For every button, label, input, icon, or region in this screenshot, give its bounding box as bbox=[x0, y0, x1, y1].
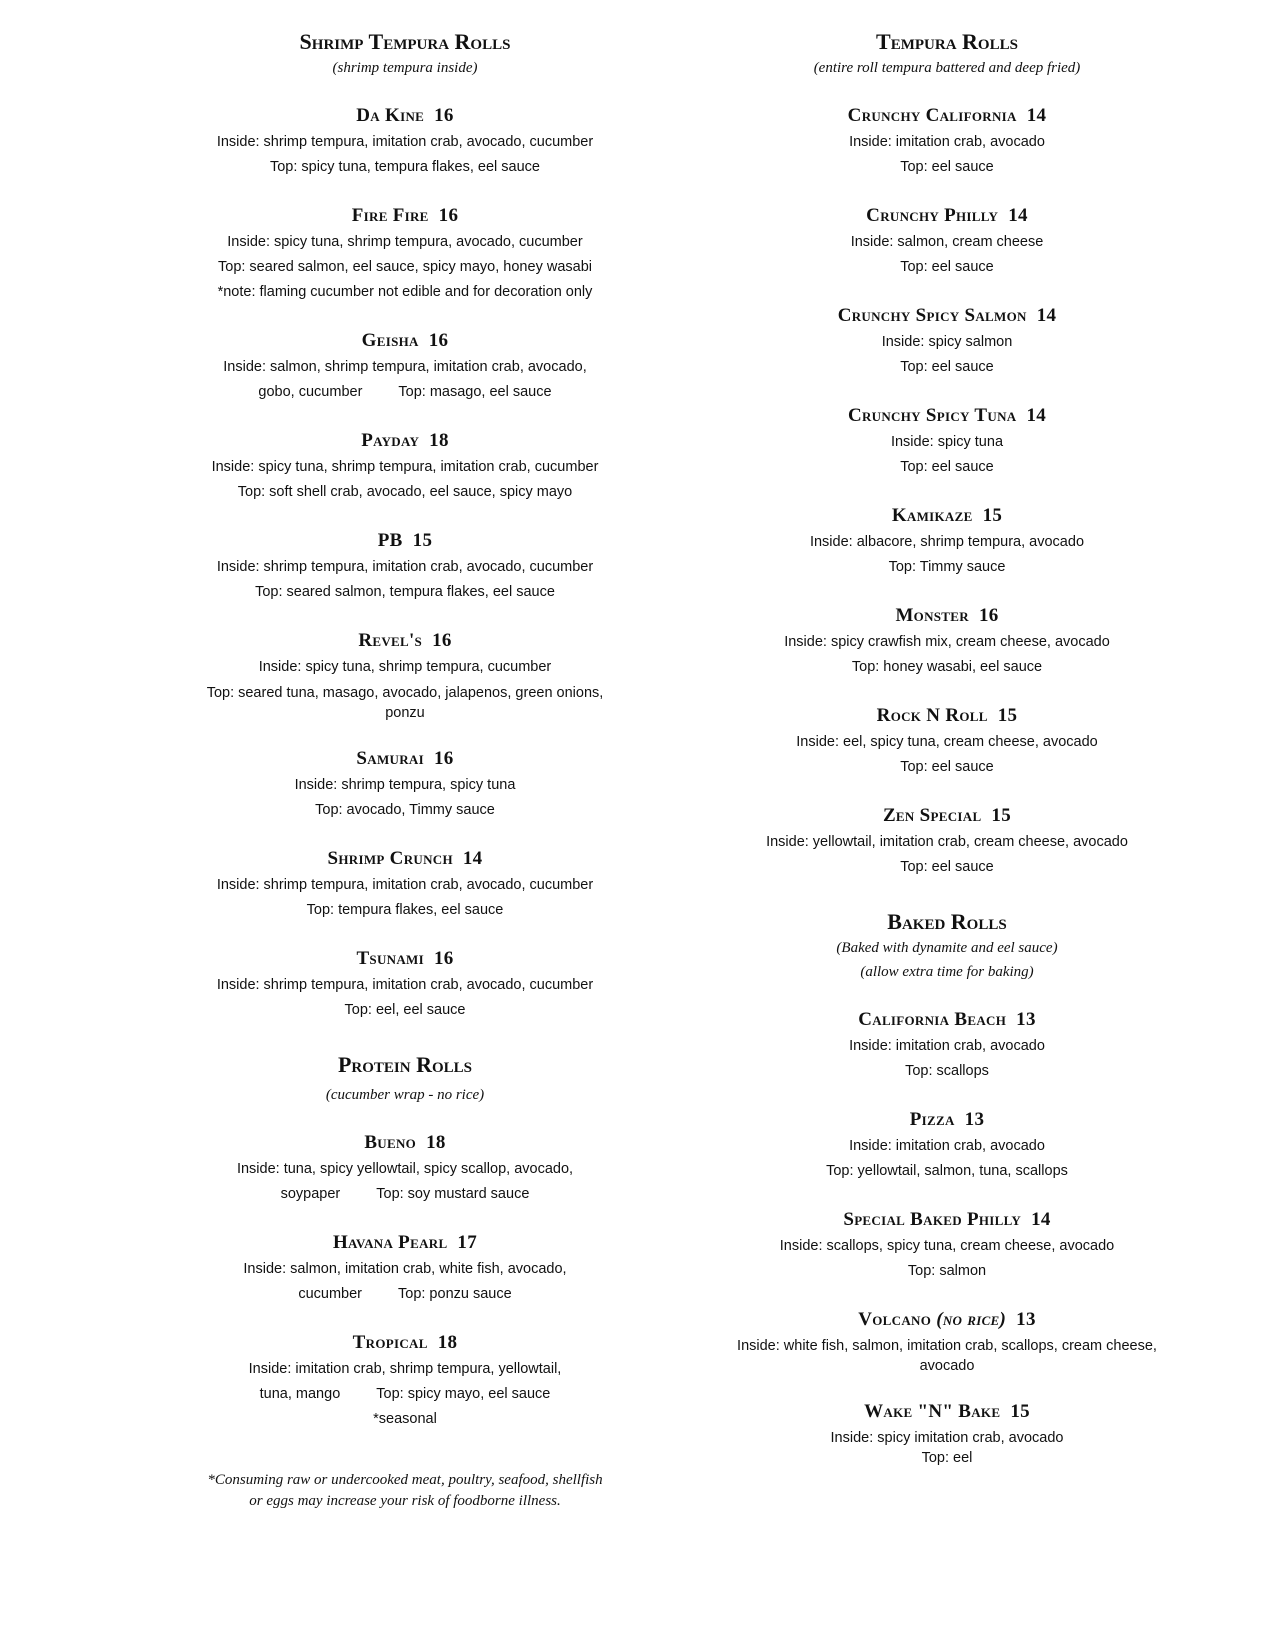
item-inside: Inside: spicy crawfish mix, cream cheese, avocado bbox=[784, 634, 1110, 650]
section-subtitle: (Baked with dynamite and eel sauce) bbox=[836, 940, 1058, 956]
item-price: 14 bbox=[1036, 305, 1057, 326]
item-top: Top: eel sauce bbox=[900, 459, 994, 475]
item-top: Top: spicy tuna, tempura flakes, eel sauce bbox=[269, 159, 540, 175]
section-subtitle: (cucumber wrap - no rice) bbox=[325, 1087, 485, 1103]
item-price: 16 bbox=[433, 748, 454, 769]
section-tempura-rolls bbox=[737, 28, 1157, 880]
item-top: Top: salmon bbox=[907, 1263, 987, 1279]
item-top: Top: seared salmon, tempura flakes, eel sauce bbox=[255, 584, 555, 600]
item-inside: Inside: yellowtail, imitation crab, cream cheese, avocado bbox=[766, 834, 1128, 850]
item-inside-cont: gobo, cucumber bbox=[258, 384, 363, 400]
item-price: 15 bbox=[991, 805, 1012, 826]
item-top: Top: yellowtail, salmon, tuna, scallops bbox=[826, 1163, 1068, 1179]
item-title bbox=[737, 802, 1157, 830]
menu-item-crunchy-spicy-salmon bbox=[737, 302, 1157, 380]
menu-item-pizza bbox=[737, 1106, 1157, 1184]
item-name: Rock N Roll bbox=[876, 705, 988, 726]
item-top: Top: eel sauce bbox=[900, 859, 994, 875]
item-title bbox=[200, 1229, 610, 1257]
menu-item-havana-pearl bbox=[200, 1229, 610, 1307]
menu-item-california-beach bbox=[737, 1006, 1157, 1084]
item-title bbox=[200, 327, 610, 355]
item-price: 16 bbox=[432, 630, 452, 651]
item-price: 15 bbox=[982, 505, 1003, 526]
section-title: Shrimp Tempura Rolls bbox=[299, 29, 511, 54]
item-inside: Inside: spicy imitation crab, avocado bbox=[830, 1430, 1064, 1446]
item-inside: Inside: scallops, spicy tuna, cream cheese, avocado bbox=[779, 1238, 1115, 1254]
section-subtitle: (shrimp tempura inside) bbox=[332, 60, 478, 76]
item-top: Top: eel bbox=[921, 1450, 973, 1466]
menu-item-payday bbox=[200, 427, 610, 505]
item-inside: Inside: shrimp tempura, imitation crab, avocado, cucumber bbox=[216, 559, 594, 575]
item-title bbox=[737, 702, 1157, 730]
item-name: Pizza bbox=[909, 1109, 955, 1130]
right-column bbox=[737, 28, 1157, 1468]
item-top: Top: eel sauce bbox=[900, 259, 994, 275]
item-top: Top: tempura flakes, eel sauce bbox=[306, 902, 504, 918]
menu-item-crunchy-spicy-tuna bbox=[737, 402, 1157, 480]
item-price: 14 bbox=[1026, 105, 1047, 126]
item-title bbox=[200, 845, 610, 873]
item-title bbox=[200, 102, 610, 130]
item-split-line bbox=[200, 1382, 610, 1407]
item-name: Crunchy Spicy Tuna bbox=[847, 405, 1017, 426]
item-inside: Inside: shrimp tempura, imitation crab, avocado, cucumber bbox=[216, 977, 594, 993]
item-inside: Inside: spicy tuna, shrimp tempura, cucumber bbox=[258, 659, 552, 675]
menu-item-samurai bbox=[200, 745, 610, 823]
item-inside: Inside: albacore, shrimp tempura, avocado bbox=[809, 534, 1085, 550]
item-title bbox=[200, 945, 610, 973]
section-subtitle: (entire roll tempura battered and deep fried) bbox=[813, 60, 1081, 76]
item-name: Monster bbox=[895, 605, 969, 626]
section-protein-rolls bbox=[200, 1051, 610, 1432]
menu-item-crunchy-philly bbox=[737, 202, 1157, 280]
foodborne-illness-notice: *Consuming raw or undercooked meat, poultry, seafood, shellfish or eggs may increase your risk of foodborne illness. bbox=[207, 1472, 603, 1509]
item-top: Top: eel sauce bbox=[900, 359, 994, 375]
item-inside: Inside: eel, spicy tuna, cream cheese, avocado bbox=[796, 734, 1098, 750]
item-title bbox=[200, 202, 610, 230]
item-inside: Inside: imitation crab, shrimp tempura, yellowtail, bbox=[248, 1361, 562, 1377]
section-title: Tempura Rolls bbox=[876, 29, 1018, 54]
section-title: Protein Rolls bbox=[337, 1052, 473, 1077]
menu-item-zen-special bbox=[737, 802, 1157, 880]
item-inside: Inside: spicy salmon bbox=[881, 334, 1013, 350]
item-price: 17 bbox=[457, 1232, 478, 1253]
item-price: 18 bbox=[426, 1132, 446, 1153]
item-top: Top: soy mustard sauce bbox=[376, 1186, 530, 1202]
item-title bbox=[737, 1006, 1157, 1034]
menu-item-bueno bbox=[200, 1129, 610, 1207]
item-name: Crunchy California bbox=[847, 105, 1017, 126]
item-price: 18 bbox=[437, 1332, 458, 1353]
item-title bbox=[737, 102, 1157, 130]
item-inside: Inside: shrimp tempura, imitation crab, avocado, cucumber bbox=[216, 134, 594, 150]
item-title bbox=[737, 202, 1157, 230]
item-top: Top: honey wasabi, eel sauce bbox=[851, 659, 1043, 675]
item-inside-cont: soypaper bbox=[280, 1186, 341, 1202]
item-top: Top: soft shell crab, avocado, eel sauce, spicy mayo bbox=[237, 484, 573, 500]
item-price: 14 bbox=[1026, 405, 1047, 426]
item-price: 16 bbox=[428, 330, 449, 351]
item-price: 13 bbox=[964, 1109, 985, 1130]
item-price: 14 bbox=[1008, 205, 1028, 226]
item-top: Top: ponzu sauce bbox=[398, 1286, 512, 1302]
item-top: Top: eel, eel sauce bbox=[344, 1002, 466, 1018]
item-inside: Inside: salmon, imitation crab, white fish, avocado, bbox=[243, 1261, 567, 1277]
item-title bbox=[737, 1106, 1157, 1134]
item-title bbox=[737, 1398, 1157, 1426]
menu-item-special-baked-philly bbox=[737, 1206, 1157, 1284]
item-top: Top: avocado, Timmy sauce bbox=[315, 802, 495, 818]
item-inside: Inside: spicy tuna bbox=[890, 434, 1004, 450]
item-name: Shrimp Crunch bbox=[327, 848, 453, 869]
menu-item-monster bbox=[737, 602, 1157, 680]
item-inside-cont: tuna, mango bbox=[259, 1386, 341, 1402]
item-inside: Inside: imitation crab, avocado bbox=[849, 1038, 1045, 1054]
item-name: Samurai bbox=[356, 748, 424, 769]
item-price: 15 bbox=[997, 705, 1018, 726]
item-title bbox=[200, 427, 610, 455]
section-shrimp-tempura-rolls bbox=[200, 28, 610, 1023]
item-name: Wake "N" Bake bbox=[864, 1401, 1001, 1422]
item-price: 16 bbox=[978, 605, 999, 626]
item-price: 16 bbox=[438, 205, 459, 226]
item-inside: Inside: salmon, cream cheese bbox=[850, 234, 1044, 250]
section-baked-rolls bbox=[737, 908, 1157, 1468]
item-inside: Inside: shrimp tempura, spicy tuna bbox=[294, 777, 516, 793]
item-inside: Inside: tuna, spicy yellowtail, spicy scallop, avocado, bbox=[236, 1161, 574, 1177]
item-title bbox=[200, 627, 610, 655]
item-name: Zen Special bbox=[882, 805, 982, 826]
item-top: Top: scallops bbox=[905, 1063, 989, 1079]
menu-item-da-kine bbox=[200, 102, 610, 180]
item-top: Top: eel sauce bbox=[900, 159, 994, 175]
menu-item-pb bbox=[200, 527, 610, 605]
item-title bbox=[737, 402, 1157, 430]
section-title: Baked Rolls bbox=[887, 909, 1007, 934]
item-name: Geisha bbox=[361, 330, 419, 351]
item-name: Bueno bbox=[364, 1132, 417, 1153]
item-name: Special Baked Philly bbox=[843, 1209, 1022, 1230]
section-subtitle-baking-note: (allow extra time for baking) bbox=[860, 964, 1034, 980]
item-note: *note: flaming cucumber not edible and for decoration only bbox=[217, 284, 593, 300]
menu-item-shrimp-crunch bbox=[200, 845, 610, 923]
menu-item-rock-n-roll bbox=[737, 702, 1157, 780]
item-inside: Inside: white fish, salmon, imitation crab, scallops, cream cheese, avocado bbox=[737, 1338, 1157, 1374]
item-price: 15 bbox=[412, 530, 433, 551]
item-top: Top: Timmy sauce bbox=[888, 559, 1006, 575]
item-title bbox=[737, 1306, 1157, 1334]
item-title bbox=[200, 527, 610, 555]
item-name: Volcano bbox=[858, 1309, 932, 1330]
menu-item-kamikaze bbox=[737, 502, 1157, 580]
menu-item-crunchy-california bbox=[737, 102, 1157, 180]
item-top: Top: seared salmon, eel sauce, spicy mayo, honey wasabi bbox=[218, 259, 592, 275]
item-name: Kamikaze bbox=[891, 505, 973, 526]
item-title bbox=[200, 1129, 610, 1157]
item-inside: Inside: spicy tuna, shrimp tempura, avocado, cucumber bbox=[227, 234, 583, 250]
item-inside: Inside: salmon, shrimp tempura, imitation crab, avocado, bbox=[223, 359, 587, 375]
item-split-line bbox=[200, 1182, 610, 1207]
item-name: Tropical bbox=[352, 1332, 428, 1353]
item-name-note: (no rice) bbox=[936, 1309, 1007, 1330]
menu-item-geisha bbox=[200, 327, 610, 405]
item-price: 16 bbox=[434, 105, 454, 126]
item-name: Payday bbox=[361, 430, 420, 451]
item-price: 18 bbox=[429, 430, 449, 451]
item-price: 13 bbox=[1016, 1009, 1036, 1030]
item-name: Crunchy Philly bbox=[866, 205, 999, 226]
menu-item-wake-n-bake bbox=[737, 1398, 1157, 1468]
item-price: 16 bbox=[433, 948, 454, 969]
item-seasonal-note: *seasonal bbox=[373, 1411, 437, 1427]
item-top: Top: masago, eel sauce bbox=[398, 384, 552, 400]
item-split-line bbox=[200, 380, 610, 405]
item-name: Tsunami bbox=[356, 948, 424, 969]
item-title bbox=[737, 302, 1157, 330]
item-split-line bbox=[200, 1282, 610, 1307]
item-title bbox=[737, 602, 1157, 630]
item-inside: Inside: shrimp tempura, imitation crab, avocado, cucumber bbox=[216, 877, 594, 893]
item-title bbox=[737, 1206, 1157, 1234]
item-top: Top: eel sauce bbox=[900, 759, 994, 775]
menu-item-tsunami bbox=[200, 945, 610, 1023]
item-price: 15 bbox=[1010, 1401, 1030, 1422]
item-name: Crunchy Spicy Salmon bbox=[837, 305, 1027, 326]
item-inside: Inside: imitation crab, avocado bbox=[849, 1138, 1045, 1154]
menu-item-volcano bbox=[737, 1306, 1157, 1376]
item-name: Fire Fire bbox=[351, 205, 429, 226]
item-price: 13 bbox=[1016, 1309, 1036, 1330]
item-title bbox=[737, 502, 1157, 530]
menu-item-tropical bbox=[200, 1329, 610, 1432]
item-inside: Inside: spicy tuna, shrimp tempura, imitation crab, cucumber bbox=[211, 459, 599, 475]
item-name: Revel's bbox=[358, 630, 423, 651]
item-inside: Inside: imitation crab, avocado bbox=[849, 134, 1045, 150]
item-top: Top: seared tuna, masago, avocado, jalapenos, green onions, ponzu bbox=[206, 685, 604, 721]
item-name: California Beach bbox=[858, 1009, 1007, 1030]
item-price: 14 bbox=[462, 848, 483, 869]
menu-item-fire-fire bbox=[200, 202, 610, 305]
item-inside-cont: cucumber bbox=[298, 1286, 362, 1302]
menu-item-revels bbox=[200, 627, 610, 723]
left-column bbox=[200, 28, 610, 1512]
item-name: Da Kine bbox=[356, 105, 425, 126]
item-price: 14 bbox=[1031, 1209, 1051, 1230]
item-name: Havana Pearl bbox=[332, 1232, 448, 1253]
item-title bbox=[200, 1329, 610, 1357]
item-name: PB bbox=[377, 530, 403, 551]
item-title bbox=[200, 745, 610, 773]
item-top: Top: spicy mayo, eel sauce bbox=[376, 1386, 551, 1402]
